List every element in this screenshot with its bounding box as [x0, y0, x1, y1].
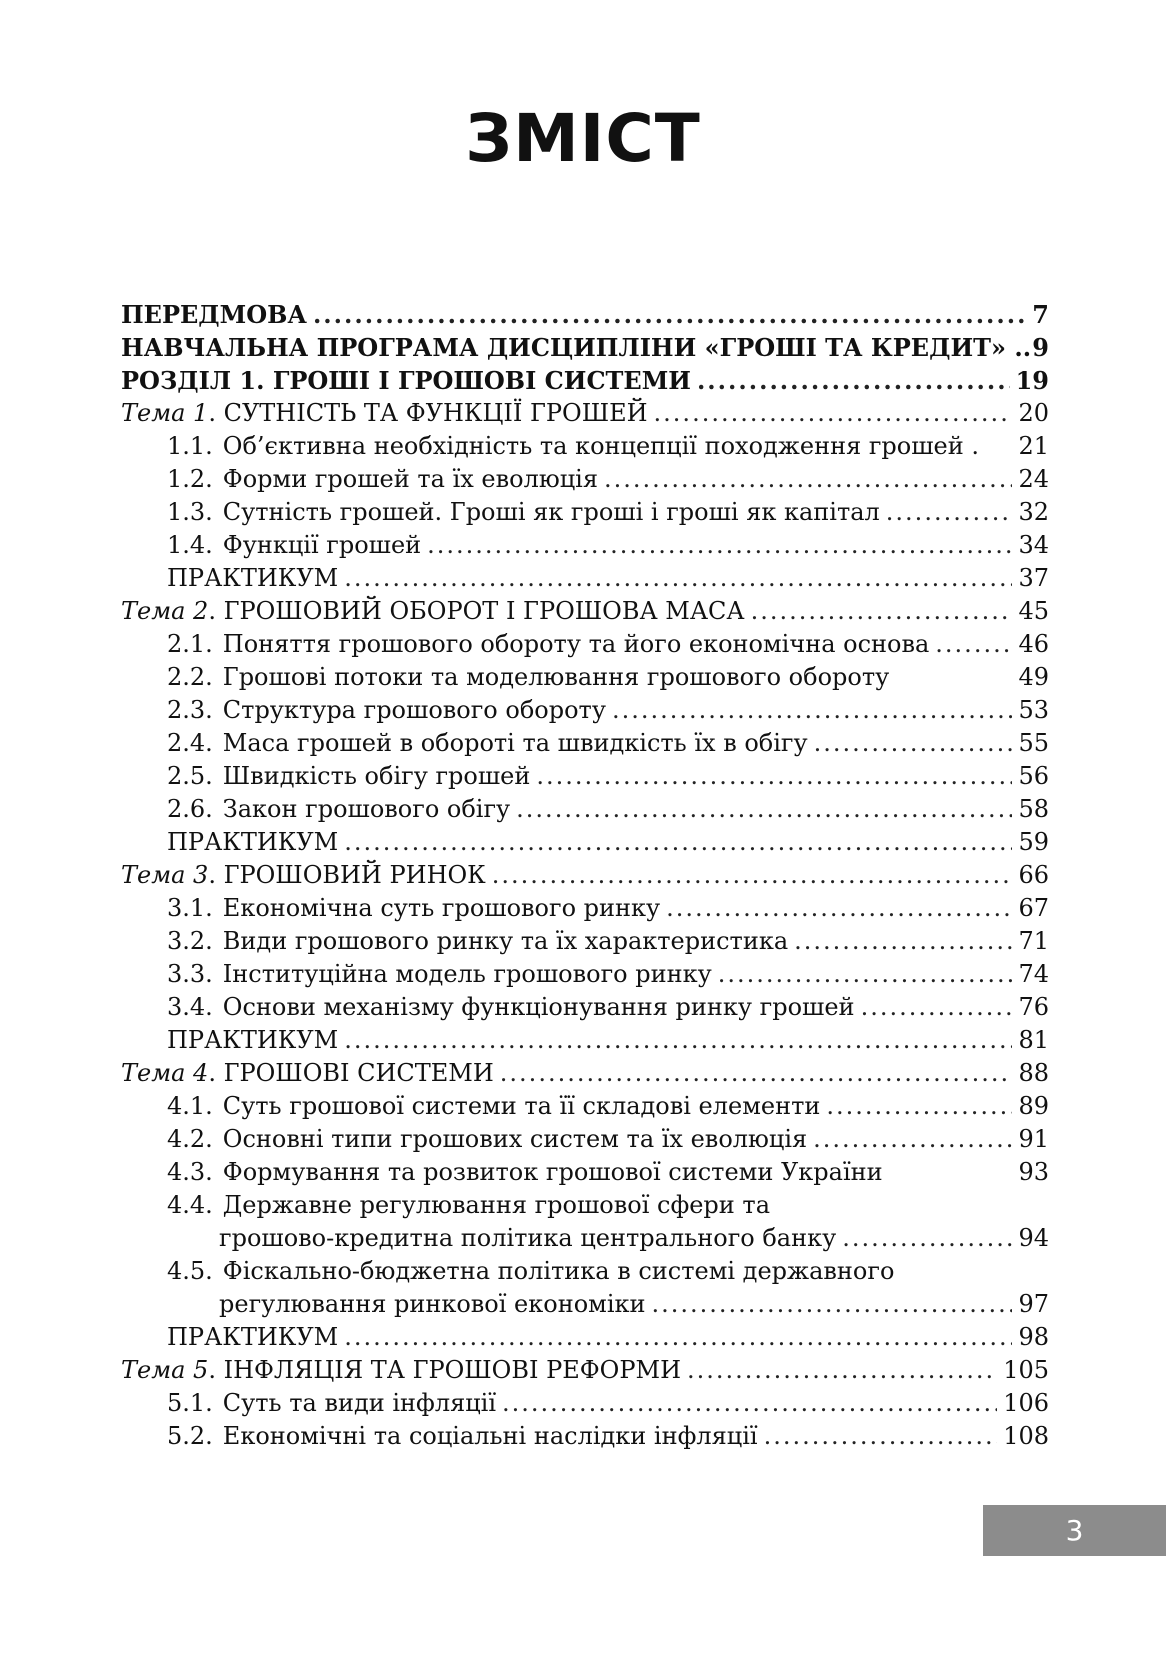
toc-entry-title: Поняття грошового обороту та його економічна основа [222, 630, 930, 658]
toc-page-number: 45 [1018, 597, 1049, 625]
toc-entry-1-4[interactable] [121, 529, 1049, 562]
toc-entry-number: 3.3. [167, 960, 213, 988]
toc-entry-4-5-continuation[interactable] [121, 1288, 1049, 1321]
toc-entry-program[interactable] [121, 331, 1049, 364]
toc-page-number: 108 [1003, 1422, 1049, 1450]
toc-entry-3-3[interactable] [121, 958, 1049, 991]
toc-leader-dots [344, 562, 1012, 595]
toc-entry-title: Сутність грошей. Гроші як гроші і гроші як капітал [222, 498, 880, 526]
toc-entry-title: Маса грошей в обороті та швидкість їх в обігу [222, 729, 808, 757]
toc-page-number: 76 [1018, 993, 1049, 1021]
toc-entry-title-continuation: регулювання ринкової економіки [219, 1290, 646, 1318]
toc-leader-dots [612, 694, 1013, 727]
toc-entry-title: Основи механізму функціонування ринку грошей [222, 993, 855, 1021]
toc-entry-4-3[interactable] [121, 1156, 1049, 1189]
toc-page-number: 97 [1018, 1290, 1049, 1318]
toc-entry-title: Економічна суть грошового ринку [222, 894, 661, 922]
toc-entry-number: 5.2. [167, 1422, 213, 1450]
toc-leader-dots [654, 397, 1013, 430]
toc-entry-number: 1.2. [167, 465, 213, 493]
toc-leader-dots [886, 496, 1013, 529]
toc-entry-title: ПРАКТИКУМ [167, 1026, 339, 1054]
toc-entry-title: Закон грошового обігу [222, 795, 511, 823]
toc-page-number: 98 [1018, 1323, 1049, 1351]
toc-entry-1-3[interactable] [121, 496, 1049, 529]
toc-page-number: 53 [1018, 696, 1049, 724]
toc-page-number: 21 [1018, 432, 1049, 460]
topic-label: Тема 3 [121, 861, 209, 889]
toc-entry-topic-3[interactable] [121, 859, 1049, 892]
toc-page-number: 19 [1015, 366, 1049, 395]
toc-entry-title: . ГРОШОВИЙ ОБОРОТ І ГРОШОВА МАСА [208, 597, 745, 625]
toc-page-number: 93 [1018, 1158, 1049, 1186]
toc-entry-number: 2.3. [167, 696, 213, 724]
toc-leader-dots [687, 1354, 997, 1387]
toc-leader-dots [813, 1123, 1012, 1156]
toc-leader-dots [502, 1387, 997, 1420]
toc-entry-title: Економічні та соціальні наслідки інфляції [222, 1422, 758, 1450]
toc-leader-dots [313, 298, 1026, 331]
toc-entry-title-continuation: грошово-кредитна політика центрального банку [219, 1224, 837, 1252]
toc-entry-number: 4.2. [167, 1125, 213, 1153]
toc-entry-number: 2.5. [167, 762, 213, 790]
toc-leader-dots [764, 1420, 998, 1453]
toc-entry-number: 4.4. [167, 1191, 213, 1219]
toc-entry-title: Види грошового ринку та їх характеристика [222, 927, 789, 955]
toc-leader-dots [826, 1090, 1012, 1123]
toc-leader-dots [652, 1288, 1013, 1321]
toc-entry-title: Грошові потоки та моделювання грошового обороту [222, 663, 890, 691]
toc-entry-title: . ІНФЛЯЦІЯ ТА ГРОШОВІ РЕФОРМИ [208, 1356, 682, 1384]
toc-page-number: 7 [1032, 300, 1049, 329]
toc-entry-title: Державне регулювання грошової сфери та [222, 1191, 771, 1219]
toc-entry-title: Швидкість обігу грошей [222, 762, 531, 790]
toc-entry-4-5[interactable] [121, 1255, 1049, 1288]
toc-entry-4-2[interactable] [121, 1123, 1049, 1156]
toc-entry-preface[interactable] [121, 298, 1049, 331]
toc-entry-number: 1.1. [167, 432, 213, 460]
toc-entry-1-2[interactable] [121, 463, 1049, 496]
toc-leader-dots [344, 1321, 1012, 1354]
toc-entry-2-6[interactable] [121, 793, 1049, 826]
toc-entry-title: . ГРОШОВИЙ РИНОК [208, 861, 486, 889]
toc-entry-title: РОЗДІЛ 1. ГРОШІ І ГРОШОВІ СИСТЕМИ [121, 366, 691, 395]
toc-entry-1-1[interactable] [121, 430, 1049, 463]
toc-leader-dots [718, 958, 1013, 991]
toc-page-number: 24 [1018, 465, 1049, 493]
topic-label: Тема 1 [121, 399, 209, 427]
toc-entry-topic-1[interactable] [121, 397, 1049, 430]
toc-leader-dots [604, 463, 1012, 496]
toc-entry-4-4[interactable] [121, 1189, 1049, 1222]
toc-page-number: 105 [1003, 1356, 1049, 1384]
toc-entry-2-2[interactable] [121, 661, 1049, 694]
toc-leader-dots [344, 826, 1012, 859]
topic-label: Тема 5 [121, 1356, 209, 1384]
toc-leader-dots [751, 595, 1013, 628]
toc-entry-number: 4.1. [167, 1092, 213, 1120]
toc-entry-number: 1.3. [167, 498, 213, 526]
toc-entry-topic-4[interactable] [121, 1057, 1049, 1090]
toc-page-number: 56 [1018, 762, 1049, 790]
toc-page-number: 66 [1018, 861, 1049, 889]
toc-leader-dots [344, 1024, 1012, 1057]
toc-entry-number: 5.1. [167, 1389, 213, 1417]
toc-page-number: 94 [1018, 1224, 1049, 1252]
table-of-contents [121, 298, 1049, 1453]
toc-page-number: 81 [1018, 1026, 1049, 1054]
toc-entry-title: ПЕРЕДМОВА [121, 300, 307, 329]
toc-entry-number: 3.1. [167, 894, 213, 922]
toc-leader-dots [861, 991, 1013, 1024]
toc-entry-practicum-1[interactable] [121, 562, 1049, 595]
toc-leader-dots [814, 727, 1013, 760]
toc-page-number: 67 [1018, 894, 1049, 922]
toc-entry-title: ПРАКТИКУМ [167, 828, 339, 856]
toc-entry-2-3[interactable] [121, 694, 1049, 727]
topic-label: Тема 4 [121, 1059, 209, 1087]
toc-entry-title: Інституційна модель грошового ринку [222, 960, 712, 988]
toc-entry-title: . СУТНІСТЬ ТА ФУНКЦІЇ ГРОШЕЙ [208, 399, 648, 427]
toc-entry-2-1[interactable] [121, 628, 1049, 661]
toc-entry-practicum-3[interactable] [121, 1024, 1049, 1057]
toc-entry-title: Суть грошової системи та її складові елементи [222, 1092, 821, 1120]
toc-page-number: 71 [1018, 927, 1049, 955]
toc-entry-number: 2.1. [167, 630, 213, 658]
toc-entry-title: Основні типи грошових систем та їх еволюція [222, 1125, 808, 1153]
toc-page-number: 34 [1018, 531, 1049, 559]
toc-leader-dots [427, 529, 1012, 562]
toc-entry-number: 2.2. [167, 663, 213, 691]
toc-leader-dots [492, 859, 1013, 892]
toc-entry-5-2[interactable] [121, 1420, 1049, 1453]
toc-page-number: 59 [1018, 828, 1049, 856]
toc-entry-title: Об’єктивна необхідність та концепції походження грошей . [222, 432, 979, 460]
toc-leader-dots [935, 628, 1012, 661]
toc-entry-topic-2[interactable] [121, 595, 1049, 628]
toc-page-number: 106 [1003, 1389, 1049, 1417]
toc-page-number: 89 [1018, 1092, 1049, 1120]
toc-entry-title: Фіскально-бюджетна політика в системі державного [222, 1257, 895, 1285]
toc-entry-3-4[interactable] [121, 991, 1049, 1024]
toc-entry-3-2[interactable] [121, 925, 1049, 958]
toc-entry-title: Формування та розвиток грошової системи України [222, 1158, 883, 1186]
toc-leader-dots [794, 925, 1012, 958]
toc-entry-number: 2.4. [167, 729, 213, 757]
toc-page-number: 55 [1018, 729, 1049, 757]
toc-page-number: 91 [1018, 1125, 1049, 1153]
toc-page-number: 58 [1018, 795, 1049, 823]
toc-page-number: 88 [1018, 1059, 1049, 1087]
toc-entry-title: ПРАКТИКУМ [167, 1323, 339, 1351]
toc-entry-title: Структура грошового обороту [222, 696, 606, 724]
toc-page-number: 20 [1018, 399, 1049, 427]
toc-page-number: 32 [1018, 498, 1049, 526]
toc-entry-4-1[interactable] [121, 1090, 1049, 1123]
toc-entry-title: ПРАКТИКУМ [167, 564, 339, 592]
toc-page-number: 46 [1018, 630, 1049, 658]
toc-entry-number: 2.6. [167, 795, 213, 823]
toc-entry-2-4[interactable] [121, 727, 1049, 760]
toc-entry-title: НАВЧАЛЬНА ПРОГРАМА ДИСЦИПЛІНИ «ГРОШІ ТА КРЕДИТ» .. [121, 333, 1032, 362]
page-number-badge: 3 [983, 1505, 1166, 1556]
toc-entry-title: Суть та види інфляції [222, 1389, 497, 1417]
topic-label: Тема 2 [121, 597, 209, 625]
toc-entry-title: . ГРОШОВІ СИСТЕМИ [208, 1059, 494, 1087]
toc-leader-dots [516, 793, 1012, 826]
toc-entry-practicum-4[interactable] [121, 1321, 1049, 1354]
toc-leader-dots [842, 1222, 1012, 1255]
toc-page-number: 49 [1018, 663, 1049, 691]
page-title: ЗМІСТ [465, 100, 701, 177]
toc-entry-number: 4.5. [167, 1257, 213, 1285]
toc-entry-4-4-continuation[interactable] [121, 1222, 1049, 1255]
toc-entry-number: 4.3. [167, 1158, 213, 1186]
toc-leader-dots [666, 892, 1012, 925]
toc-entry-3-1[interactable] [121, 892, 1049, 925]
toc-entry-practicum-2[interactable] [121, 826, 1049, 859]
toc-entry-title: Функції грошей [222, 531, 422, 559]
toc-entry-topic-5[interactable] [121, 1354, 1049, 1387]
toc-leader-dots [697, 364, 1010, 397]
toc-entry-5-1[interactable] [121, 1387, 1049, 1420]
toc-leader-dots [500, 1057, 1013, 1090]
toc-page-number: 74 [1018, 960, 1049, 988]
toc-page-number: 37 [1018, 564, 1049, 592]
toc-entry-2-5[interactable] [121, 760, 1049, 793]
toc-entry-number: 1.4. [167, 531, 213, 559]
toc-entry-number: 3.2. [167, 927, 213, 955]
toc-entry-number: 3.4. [167, 993, 213, 1021]
toc-leader-dots [536, 760, 1012, 793]
toc-entry-title: Форми грошей та їх еволюція [222, 465, 598, 493]
toc-entry-section-1[interactable] [121, 364, 1049, 397]
toc-page-number: 9 [1032, 333, 1049, 362]
